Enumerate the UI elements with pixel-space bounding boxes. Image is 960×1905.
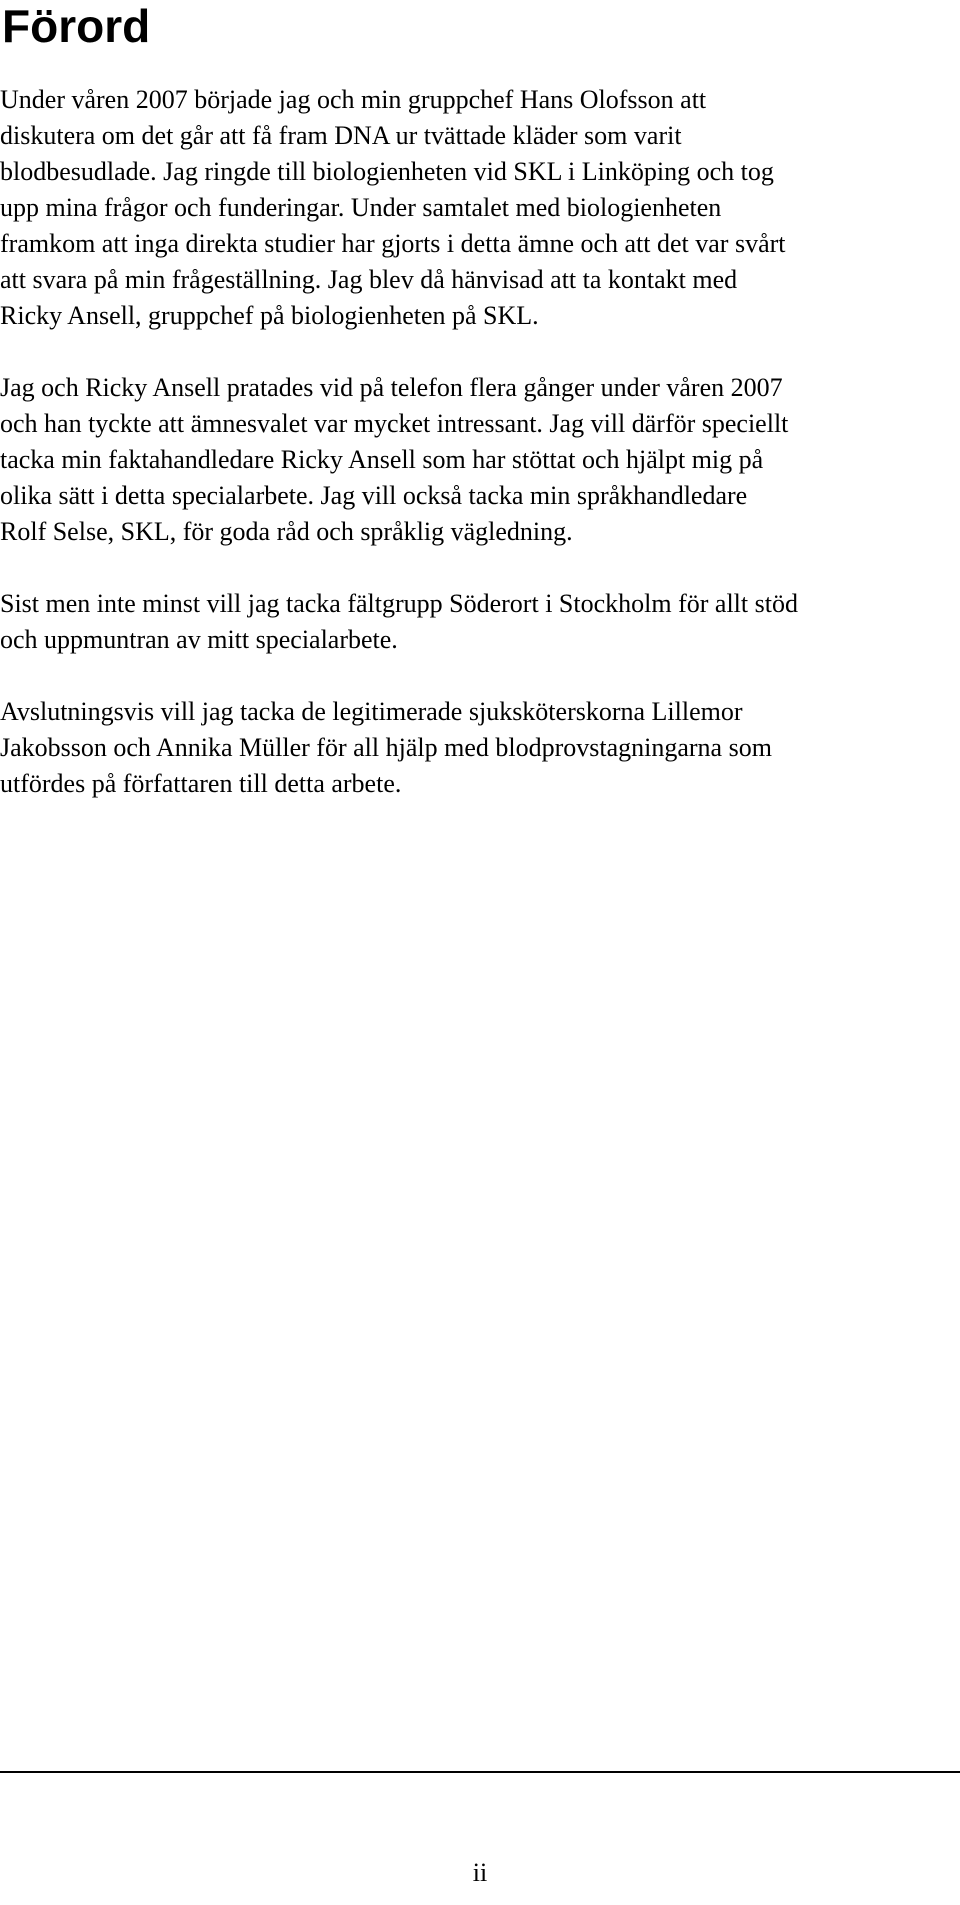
page-title: Förord xyxy=(2,0,151,52)
paragraph-1 xyxy=(0,82,960,334)
text-line: och han tyckte att ämnesvalet var mycket intressant. Jag vill därför speciellt xyxy=(0,409,789,438)
paragraph-3 xyxy=(0,586,960,658)
text-line: olika sätt i detta specialarbete. Jag vill också tacka min språkhandledare xyxy=(0,481,748,510)
text-line: Jag och Ricky Ansell pratades vid på telefon flera gånger under våren 2007 xyxy=(0,373,783,402)
text-line: upp mina frågor och funderingar. Under samtalet med biologienheten xyxy=(0,193,722,222)
footer-divider xyxy=(0,1771,960,1773)
body-text xyxy=(0,82,960,838)
page-number: ii xyxy=(472,1858,488,1887)
text-line: Sist men inte minst vill jag tacka fältgrupp Söderort i Stockholm för allt stöd xyxy=(0,589,798,618)
text-line: Ricky Ansell, gruppchef på biologienheten på SKL. xyxy=(0,301,539,330)
text-line: tacka min faktahandledare Ricky Ansell som har stöttat och hjälpt mig på xyxy=(0,445,764,474)
text-line: utfördes på författaren till detta arbete. xyxy=(0,769,402,798)
text-line: Avslutningsvis vill jag tacka de legitimerade sjuksköterskorna Lillemor xyxy=(0,697,743,726)
text-line: Jakobsson och Annika Müller för all hjälp med blodprovstagningarna som xyxy=(0,733,772,762)
text-line: att svara på min frågeställning. Jag blev då hänvisad att ta kontakt med xyxy=(0,265,738,294)
paragraph-2 xyxy=(0,370,960,550)
text-line: Under våren 2007 började jag och min gruppchef Hans Olofsson att xyxy=(0,85,707,114)
text-line: diskutera om det går att få fram DNA ur tvättade kläder som varit xyxy=(0,121,682,150)
text-line: framkom att inga direkta studier har gjorts i detta ämne och att det var svårt xyxy=(0,229,786,258)
text-line: och uppmuntran av mitt specialarbete. xyxy=(0,625,398,654)
text-line: blodbesudlade. Jag ringde till biologienheten vid SKL i Linköping och tog xyxy=(0,157,774,186)
paragraph-4 xyxy=(0,694,960,802)
text-line: Rolf Selse, SKL, för goda råd och språklig vägledning. xyxy=(0,517,573,546)
